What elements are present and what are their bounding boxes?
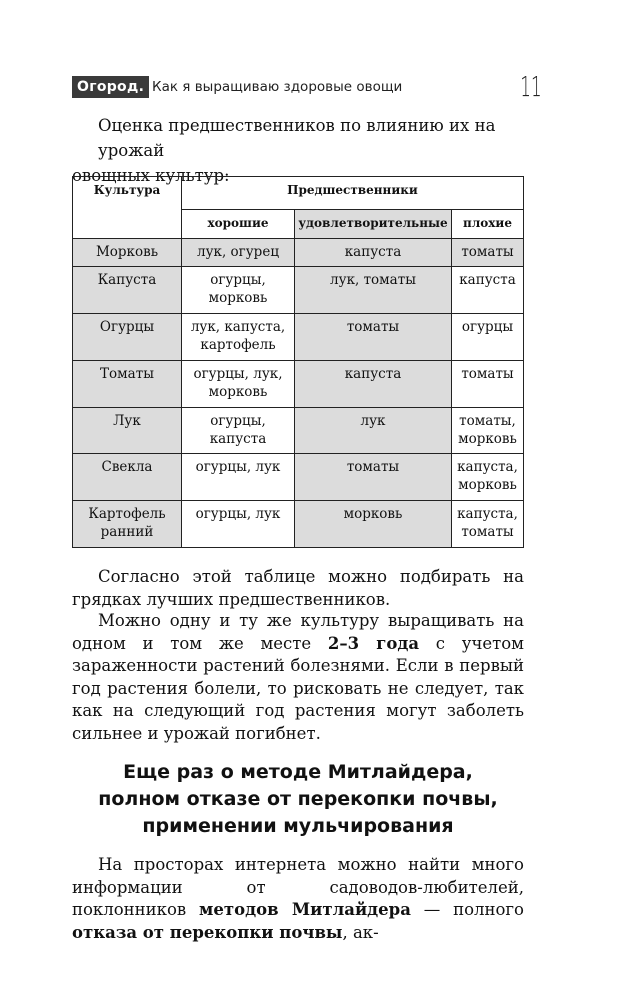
- culture-cell: Лук: [73, 407, 182, 454]
- page-number: 11: [520, 70, 542, 103]
- table-intro-line1: Оценка предшественников по влиянию их на урожай: [98, 116, 496, 160]
- culture-column-header: Культура: [73, 177, 182, 239]
- culture-cell: Томаты: [73, 360, 182, 407]
- good-cell: огурцы, лук, морковь: [182, 360, 295, 407]
- satisfactory-cell: капуста: [295, 360, 452, 407]
- satisfactory-cell: лук: [295, 407, 452, 454]
- culture-cell: Огурцы: [73, 313, 182, 360]
- table-row: [73, 239, 524, 267]
- good-cell: огурцы, капуста: [182, 407, 295, 454]
- culture-cell: Морковь: [73, 239, 182, 267]
- good-column-header: хорошие: [182, 210, 295, 239]
- bad-cell: капуста, морковь: [452, 454, 524, 501]
- table-row: [73, 501, 524, 548]
- paragraph-mittleider-text-3: , ак-: [342, 922, 379, 942]
- table-intro-line2: овощных культур:: [72, 166, 230, 185]
- section-heading-line2: полном отказе от перекопки почвы,: [98, 788, 498, 810]
- paragraph-mittleider-text-1: На просторах интернета можно найти много информации от садоводов-любителей, поклонников: [72, 855, 524, 919]
- book-series-tag: Огород.: [72, 76, 149, 98]
- bad-column-header: плохие: [452, 210, 524, 239]
- book-title: Как я выращиваю здоровые овощи: [152, 79, 403, 95]
- bad-cell: капуста, томаты: [452, 501, 524, 548]
- mittleider-methods-emphasis: методов Митлайдера: [199, 900, 411, 919]
- section-heading: [72, 759, 524, 840]
- bad-cell: томаты, морковь: [452, 407, 524, 454]
- satisfactory-column-header: удовлетворительные: [295, 210, 452, 239]
- paragraph-table-usage-text: Согласно этой таблице можно подбирать на грядках лучших предшественников.: [72, 567, 524, 609]
- good-cell: лук, капуста, картофель: [182, 313, 295, 360]
- satisfactory-cell: лук, томаты: [295, 267, 452, 314]
- good-cell: огурцы, лук: [182, 501, 295, 548]
- culture-cell: Свекла: [73, 454, 182, 501]
- paragraph-mittleider-text-2: — полного: [410, 900, 524, 919]
- bad-cell: томаты: [452, 360, 524, 407]
- good-cell: огурцы, лук: [182, 454, 295, 501]
- table-row: [73, 267, 524, 314]
- paragraph-crop-rotation: [72, 610, 524, 745]
- paragraph-mittleider: [72, 854, 524, 944]
- good-cell: огурцы, морковь: [182, 267, 295, 314]
- table-row: [73, 313, 524, 360]
- bad-cell: капуста: [452, 267, 524, 314]
- table-row: [73, 454, 524, 501]
- good-cell: лук, огурец: [182, 239, 295, 267]
- table-row: [73, 360, 524, 407]
- satisfactory-cell: томаты: [295, 454, 452, 501]
- years-emphasis: 2–3 года: [327, 633, 420, 653]
- satisfactory-cell: капуста: [295, 239, 452, 267]
- satisfactory-cell: морковь: [295, 501, 452, 548]
- culture-cell: Капуста: [73, 267, 182, 314]
- paragraph-crop-rotation-text: Можно одну и ту же культуру выращивать на одном и том же месте: [72, 611, 524, 653]
- table-header-row: [73, 177, 524, 210]
- section-heading-line3: применении мульчирования: [142, 815, 454, 837]
- paragraph-crop-rotation-text-2: с учетом зараженности растений болезнями. Если в первый год растения болели, то рисковать не следует, так как на следующий год растения могут заболеть сильнее и урожай погибнет.: [72, 633, 525, 743]
- section-heading-line1: Еще раз о методе Митлайдера,: [123, 761, 473, 783]
- predecessors-column-header: Предшественники: [182, 177, 524, 210]
- no-dig-emphasis: отказа от перекопки почвы: [72, 922, 343, 942]
- predecessors-table: [72, 176, 524, 548]
- culture-cell: Картофель ранний: [73, 501, 182, 548]
- running-header: [72, 70, 542, 104]
- satisfactory-cell: томаты: [295, 313, 452, 360]
- table-row: [73, 407, 524, 454]
- bad-cell: томаты: [452, 239, 524, 267]
- paragraph-table-usage: [72, 566, 524, 611]
- bad-cell: огурцы: [452, 313, 524, 360]
